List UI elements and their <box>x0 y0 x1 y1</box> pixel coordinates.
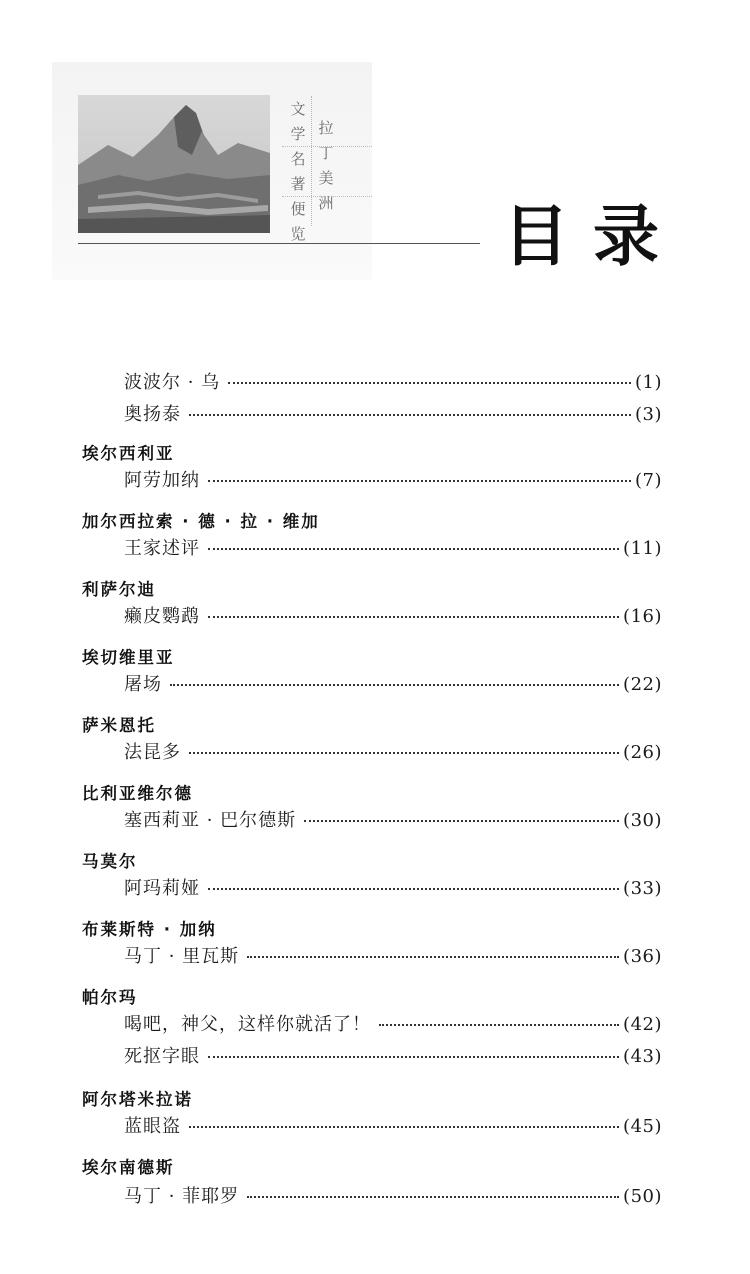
page-number: (33) <box>623 878 662 899</box>
page-number: (43) <box>623 1046 662 1067</box>
series-char: 览 <box>290 225 306 243</box>
dot-leader <box>379 1024 619 1026</box>
toc-section-author: 利萨尔迪 <box>82 580 156 599</box>
dot-leader <box>189 414 631 416</box>
dot-leader <box>208 616 619 618</box>
page-number: (22) <box>623 674 662 695</box>
page-number: (30) <box>623 810 662 831</box>
entry-title: 塞西莉亚 · 巴尔德斯 <box>124 810 297 831</box>
entry-title: 奥扬泰 <box>124 404 181 425</box>
toc-entry[interactable] <box>124 806 662 832</box>
toc-section-author: 埃切维里亚 <box>82 648 175 667</box>
toc-section-author: 埃尔西利亚 <box>82 444 175 463</box>
series-char: 文 <box>290 100 306 118</box>
entry-title: 癞皮鹦鹉 <box>124 606 200 627</box>
toc-section-author: 帕尔玛 <box>82 988 138 1007</box>
toc-entry[interactable] <box>124 738 662 764</box>
page-number: (45) <box>623 1116 662 1137</box>
dot-leader <box>304 820 619 822</box>
dot-leader <box>170 684 619 686</box>
page-number: (3) <box>635 404 662 425</box>
dot-leader <box>189 1126 619 1128</box>
toc-entry[interactable] <box>124 1042 662 1068</box>
page-number: (7) <box>635 470 662 491</box>
toc-entry[interactable] <box>124 602 662 628</box>
dot-leader <box>247 956 619 958</box>
toc-entry[interactable] <box>124 1182 662 1208</box>
entry-title: 死抠字眼 <box>124 1046 200 1067</box>
series-char: 学 <box>290 125 306 143</box>
entry-title: 王家述评 <box>124 538 200 559</box>
entry-title: 蓝眼盗 <box>124 1116 181 1137</box>
toc-entry[interactable] <box>124 400 662 426</box>
series-char: 便 <box>290 200 306 218</box>
entry-title: 波波尔 · 乌 <box>124 372 221 393</box>
toc-section-author: 萨米恩托 <box>82 716 156 735</box>
dot-leader <box>189 752 619 754</box>
toc-section-author: 马莫尔 <box>82 852 138 871</box>
toc-section-author: 比利亚维尔德 <box>82 784 193 803</box>
series-char: 拉 <box>318 119 334 137</box>
toc-entry[interactable] <box>124 534 662 560</box>
toc-entry[interactable] <box>124 1010 662 1036</box>
entry-title: 喝吧，神父，这样你就活了！ <box>124 1014 371 1035</box>
entry-title: 法昆多 <box>124 742 181 763</box>
dot-leader <box>208 548 619 550</box>
toc-section-author: 埃尔南德斯 <box>82 1158 175 1177</box>
series-char: 名 <box>290 150 306 168</box>
page-number: (1) <box>635 372 662 393</box>
page-number: (11) <box>623 538 662 559</box>
toc-section-author: 加尔西拉索 · 德 · 拉 · 维加 <box>82 512 320 531</box>
toc-entry[interactable] <box>124 368 662 394</box>
toc-entry[interactable] <box>124 874 662 900</box>
dot-leader <box>247 1196 619 1198</box>
toc-entry[interactable] <box>124 670 662 696</box>
series-char: 著 <box>290 175 306 193</box>
page-number: (42) <box>623 1014 662 1035</box>
toc-section-author: 阿尔塔米拉诺 <box>82 1090 193 1109</box>
dot-leader <box>208 888 619 890</box>
toc-entry[interactable] <box>124 466 662 492</box>
entry-title: 屠场 <box>124 674 162 695</box>
dot-leader <box>208 480 631 482</box>
series-char: 丁 <box>318 144 334 162</box>
page-number: (16) <box>623 606 662 627</box>
page-number: (50) <box>623 1186 662 1207</box>
dot-leader <box>228 382 631 384</box>
page-number: (26) <box>623 742 662 763</box>
toc-entry[interactable] <box>124 1112 662 1138</box>
series-char: 美 <box>318 169 334 187</box>
toc-entry[interactable] <box>124 942 662 968</box>
entry-title: 马丁 · 菲耶罗 <box>124 1186 240 1207</box>
page-number: (36) <box>623 946 662 967</box>
dot-leader <box>208 1056 619 1058</box>
entry-title: 阿劳加纳 <box>124 470 200 491</box>
toc-section-author: 布莱斯特 · 加纳 <box>82 920 217 939</box>
entry-title: 阿玛莉娅 <box>124 878 200 899</box>
page-title: 目录 <box>503 197 683 275</box>
entry-title: 马丁 · 里瓦斯 <box>124 946 240 967</box>
series-char: 洲 <box>318 194 334 212</box>
